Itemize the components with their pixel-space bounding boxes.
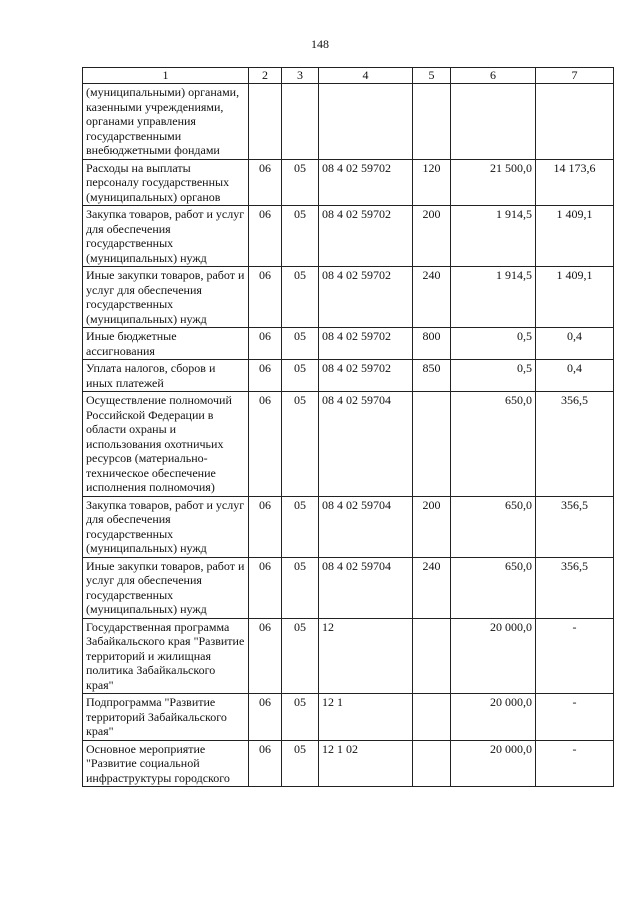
row-target-code: 12 1 02 — [319, 740, 413, 787]
row-section: 06 — [249, 694, 282, 741]
row-actual-amount: 0,4 — [536, 328, 614, 360]
row-plan-amount: 650,0 — [451, 496, 536, 557]
row-subsection: 05 — [282, 557, 319, 618]
row-section: 06 — [249, 328, 282, 360]
row-section: 06 — [249, 159, 282, 206]
table-row — [83, 496, 614, 557]
row-section: 06 — [249, 557, 282, 618]
budget-table — [82, 67, 614, 787]
row-section: 06 — [249, 392, 282, 497]
row-subsection: 05 — [282, 392, 319, 497]
row-name: (муниципальными) органами, казенными учреждениями, органами управления государственными внебюджетными фондами — [83, 84, 249, 160]
row-plan-amount: 20 000,0 — [451, 740, 536, 787]
row-actual-amount: 1 409,1 — [536, 206, 614, 267]
row-plan-amount: 650,0 — [451, 557, 536, 618]
row-target-code: 08 4 02 59704 — [319, 392, 413, 497]
row-name: Иные закупки товаров, работ и услуг для обеспечения государственных (муниципальных) нужд — [83, 557, 249, 618]
row-plan-amount: 1 914,5 — [451, 206, 536, 267]
table-row — [83, 557, 614, 618]
table-row — [83, 360, 614, 392]
row-actual-amount — [536, 84, 614, 160]
row-name: Основное мероприятие "Развитие социальной инфраструктуры городского — [83, 740, 249, 787]
row-target-code: 12 1 — [319, 694, 413, 741]
row-expense-type — [413, 84, 451, 160]
row-target-code: 08 4 02 59702 — [319, 206, 413, 267]
row-subsection: 05 — [282, 267, 319, 328]
row-section: 06 — [249, 496, 282, 557]
row-subsection: 05 — [282, 328, 319, 360]
row-name: Государственная программа Забайкальского края "Развитие территорий и жилищная политика Забайкальского края" — [83, 618, 249, 694]
row-actual-amount: - — [536, 618, 614, 694]
row-plan-amount: 20 000,0 — [451, 694, 536, 741]
table-row — [83, 740, 614, 787]
table-row — [83, 392, 614, 497]
row-name: Иные закупки товаров, работ и услуг для обеспечения государственных (муниципальных) нужд — [83, 267, 249, 328]
row-plan-amount: 21 500,0 — [451, 159, 536, 206]
row-expense-type: 200 — [413, 496, 451, 557]
header-col-5: 5 — [413, 68, 451, 84]
row-expense-type: 850 — [413, 360, 451, 392]
row-section: 06 — [249, 267, 282, 328]
row-section: 06 — [249, 206, 282, 267]
row-name: Закупка товаров, работ и услуг для обеспечения государственных (муниципальных) нужд — [83, 206, 249, 267]
header-col-2: 2 — [249, 68, 282, 84]
row-plan-amount: 0,5 — [451, 328, 536, 360]
row-target-code: 12 — [319, 618, 413, 694]
row-target-code: 08 4 02 59702 — [319, 360, 413, 392]
row-expense-type — [413, 694, 451, 741]
row-name: Подпрограмма "Развитие территорий Забайкальского края" — [83, 694, 249, 741]
row-target-code: 08 4 02 59702 — [319, 159, 413, 206]
row-name: Уплата налогов, сборов и иных платежей — [83, 360, 249, 392]
row-actual-amount: 14 173,6 — [536, 159, 614, 206]
row-section: 06 — [249, 740, 282, 787]
row-actual-amount: 1 409,1 — [536, 267, 614, 328]
row-actual-amount: 356,5 — [536, 496, 614, 557]
row-subsection: 05 — [282, 694, 319, 741]
header-row — [83, 68, 614, 84]
row-name: Расходы на выплаты персоналу государственных (муниципальных) органов — [83, 159, 249, 206]
header-col-4: 4 — [319, 68, 413, 84]
row-subsection: 05 — [282, 360, 319, 392]
row-target-code: 08 4 02 59702 — [319, 328, 413, 360]
row-actual-amount: - — [536, 694, 614, 741]
table-row — [83, 159, 614, 206]
row-name: Закупка товаров, работ и услуг для обеспечения государственных (муниципальных) нужд — [83, 496, 249, 557]
row-expense-type: 240 — [413, 267, 451, 328]
row-actual-amount: 356,5 — [536, 557, 614, 618]
row-subsection: 05 — [282, 206, 319, 267]
table-row — [83, 328, 614, 360]
table-row — [83, 84, 614, 160]
table-header — [83, 68, 614, 84]
row-subsection: 05 — [282, 159, 319, 206]
row-expense-type: 800 — [413, 328, 451, 360]
row-plan-amount: 0,5 — [451, 360, 536, 392]
header-col-1: 1 — [83, 68, 249, 84]
row-plan-amount: 650,0 — [451, 392, 536, 497]
row-expense-type — [413, 618, 451, 694]
row-name: Осуществление полномочий Российской Федерации в области охраны и использования охотничьих ресурсов (материально-техническое обеспечение исполнения полномочия) — [83, 392, 249, 497]
table-body — [83, 84, 614, 787]
header-col-3: 3 — [282, 68, 319, 84]
row-section — [249, 84, 282, 160]
table-row — [83, 206, 614, 267]
row-target-code: 08 4 02 59702 — [319, 267, 413, 328]
header-col-6: 6 — [451, 68, 536, 84]
row-subsection: 05 — [282, 618, 319, 694]
row-actual-amount: 0,4 — [536, 360, 614, 392]
row-plan-amount: 20 000,0 — [451, 618, 536, 694]
row-target-code — [319, 84, 413, 160]
row-subsection: 05 — [282, 740, 319, 787]
table-row — [83, 618, 614, 694]
row-section: 06 — [249, 618, 282, 694]
page-number: 148 — [311, 37, 329, 51]
row-actual-amount: - — [536, 740, 614, 787]
row-actual-amount: 356,5 — [536, 392, 614, 497]
header-col-7: 7 — [536, 68, 614, 84]
row-expense-type — [413, 740, 451, 787]
table-row — [83, 267, 614, 328]
row-expense-type: 200 — [413, 206, 451, 267]
row-plan-amount — [451, 84, 536, 160]
row-subsection — [282, 84, 319, 160]
row-target-code: 08 4 02 59704 — [319, 496, 413, 557]
row-expense-type — [413, 392, 451, 497]
row-target-code: 08 4 02 59704 — [319, 557, 413, 618]
row-section: 06 — [249, 360, 282, 392]
row-subsection: 05 — [282, 496, 319, 557]
row-plan-amount: 1 914,5 — [451, 267, 536, 328]
row-name: Иные бюджетные ассигнования — [83, 328, 249, 360]
row-expense-type: 120 — [413, 159, 451, 206]
row-expense-type: 240 — [413, 557, 451, 618]
table-row — [83, 694, 614, 741]
